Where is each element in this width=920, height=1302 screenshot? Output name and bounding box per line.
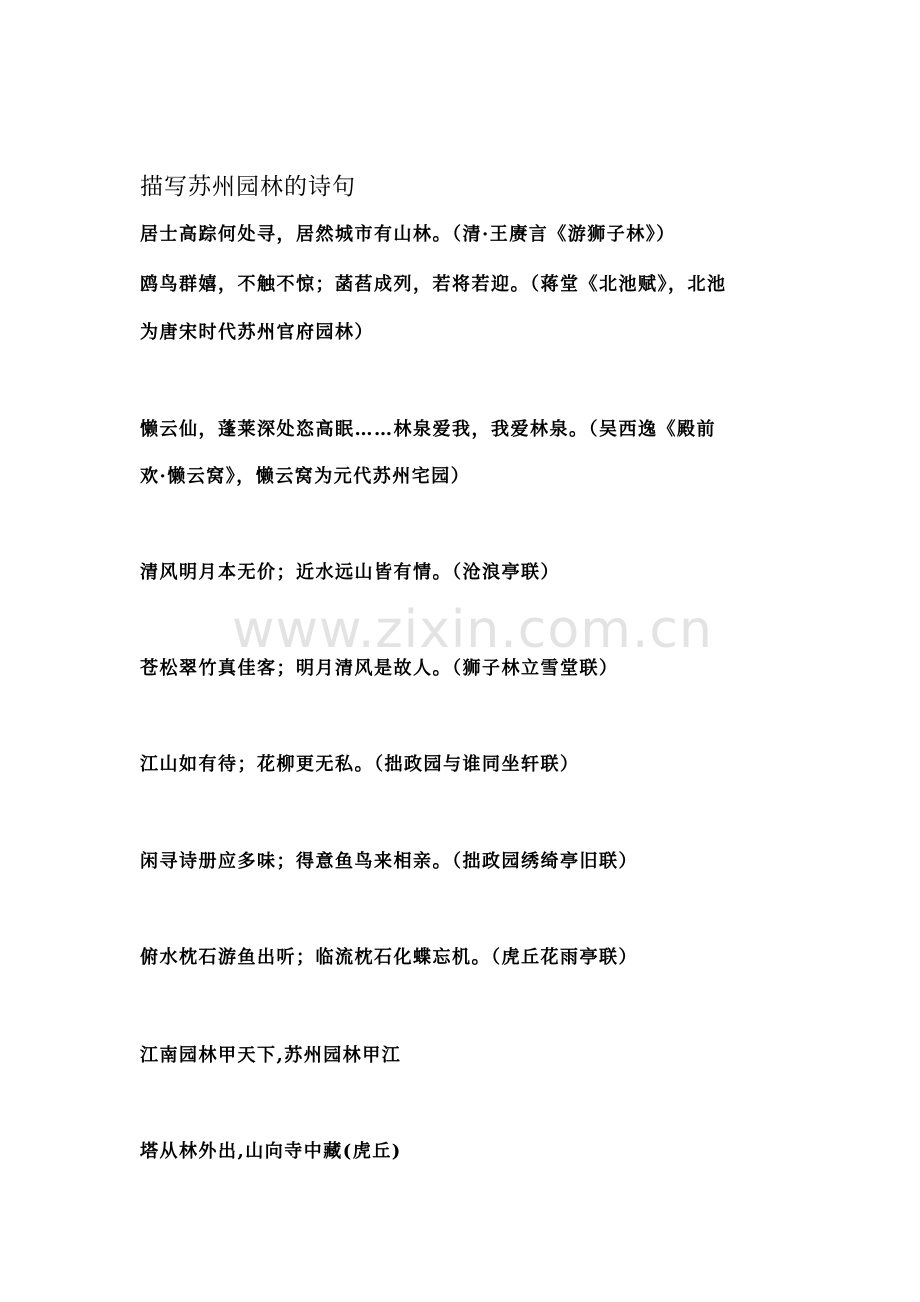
poem-line: 鸥鸟群嬉，不触不惊；菡萏成列，若将若迎。（蒋堂《北池赋》，北池 — [140, 274, 727, 295]
poem-line: 苍松翠竹真佳客；明月清风是故人。（狮子林立雪堂联） — [140, 658, 619, 679]
poem-line: 闲寻诗册应多味；得意鱼鸟来相亲。（拙政园绣绮亭旧联） — [140, 851, 638, 872]
poem-line: 江山如有待；花柳更无私。（拙政园与谁同坐轩联） — [140, 754, 580, 775]
poem-line: 清风明月本无价；近水远山皆有情。（沧浪亭联） — [140, 562, 560, 583]
poem-line: 江南园林甲天下,苏州园林甲江 — [140, 1045, 402, 1066]
watermark: www.zixin.com.cn — [232, 600, 713, 660]
page-title: 描写苏州园林的诗句 — [140, 174, 356, 200]
poem-line: 为唐宋时代苏州官府园林） — [140, 322, 374, 343]
poem-line: 懒云仙，蓬莱深处恣高眠……林泉爱我，我爱林泉。（吴西逸《殿前 — [140, 419, 716, 440]
poem-line: 俯水枕石游鱼出听；临流枕石化蝶忘机。（虎丘花雨亭联） — [140, 947, 638, 968]
poem-line: 欢·懒云窝》，懒云窝为元代苏州宅园） — [140, 466, 471, 487]
poem-line: 塔从林外出,山向寺中藏(虎丘) — [140, 1141, 402, 1162]
poem-line: 居士高踪何处寻，居然城市有山林。（清·王赓言《游狮子林》） — [140, 224, 676, 245]
